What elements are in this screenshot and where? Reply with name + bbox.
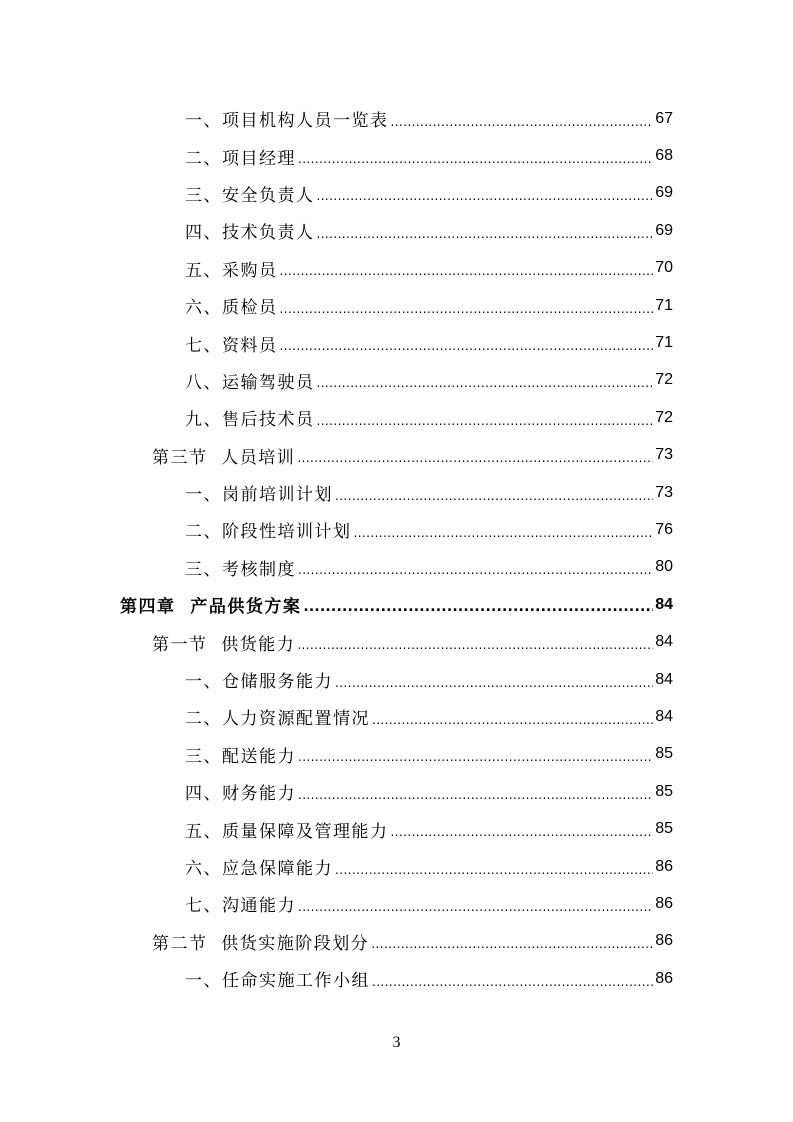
toc-entry-page: 84 xyxy=(655,707,673,725)
toc-dot-leader xyxy=(280,339,654,353)
toc-dot-leader xyxy=(335,863,653,877)
toc-entry-page: 80 xyxy=(655,558,673,576)
toc-entry-title: 七、资料员 xyxy=(185,335,278,356)
toc-entry-page: 85 xyxy=(655,820,673,838)
toc-dot-leader xyxy=(317,414,654,428)
toc-entry-title: 一、岗前培训计划 xyxy=(185,485,333,506)
toc-entry-title: 三、配送能力 xyxy=(185,746,296,767)
toc-entry-page: 84 xyxy=(655,595,673,613)
toc-dot-leader xyxy=(391,825,654,839)
toc-dot-leader xyxy=(371,937,653,951)
toc-entry-page: 84 xyxy=(655,633,673,651)
toc-entry[interactable] xyxy=(0,100,793,137)
toc-entry-title: 八、运输驾驶员 xyxy=(185,372,315,393)
toc-entry-title: 五、采购员 xyxy=(185,260,278,281)
toc-entry-title: 二、阶段性培训计划 xyxy=(185,522,352,543)
toc-dot-leader xyxy=(298,563,653,577)
toc-entry-title: 六、质检员 xyxy=(185,298,278,319)
toc-entry[interactable] xyxy=(0,810,793,847)
toc-dot-leader xyxy=(372,713,653,727)
toc-entry-title: 九、售后技术员 xyxy=(185,410,315,431)
toc-entry-page: 68 xyxy=(655,147,673,165)
toc-dot-leader xyxy=(372,975,653,989)
toc-entry-page: 72 xyxy=(655,371,673,389)
toc-entry-title: 三、安全负责人 xyxy=(185,185,315,206)
toc-entry[interactable] xyxy=(0,773,793,810)
toc-entry-page: 76 xyxy=(655,520,673,538)
toc-dot-leader xyxy=(298,152,653,166)
toc-dot-leader xyxy=(335,676,653,690)
toc-entry[interactable] xyxy=(0,511,793,548)
toc-entry-title: 一、仓储服务能力 xyxy=(185,672,333,693)
toc-entry-page: 67 xyxy=(655,109,673,127)
toc-dot-leader xyxy=(280,264,654,278)
toc-entry-page: 71 xyxy=(655,296,673,314)
toc-entry-title: 第一节 供货能力 xyxy=(152,634,296,655)
toc-entry-page: 69 xyxy=(655,221,673,239)
toc-entry[interactable] xyxy=(0,287,793,324)
toc-entry-page: 86 xyxy=(655,969,673,987)
toc-entry[interactable] xyxy=(0,175,793,212)
toc-dot-leader xyxy=(335,489,653,503)
toc-entry[interactable] xyxy=(0,399,793,436)
toc-entry[interactable] xyxy=(0,661,793,698)
toc-entry-page: 84 xyxy=(655,670,673,688)
toc-entry[interactable] xyxy=(0,960,793,997)
toc-entry-title: 四、财务能力 xyxy=(185,784,296,805)
toc-entry[interactable] xyxy=(0,885,793,922)
toc-entry[interactable] xyxy=(0,474,793,511)
toc-entry[interactable] xyxy=(0,848,793,885)
toc-dot-leader xyxy=(303,599,653,615)
page-number: 3 xyxy=(392,1034,401,1051)
toc-entry[interactable] xyxy=(0,549,793,586)
toc-entry[interactable] xyxy=(0,437,793,474)
toc-entry[interactable] xyxy=(0,212,793,249)
toc-dot-leader xyxy=(317,227,654,241)
toc-entry-page: 69 xyxy=(655,184,673,202)
toc-entry-title: 一、任命实施工作小组 xyxy=(185,971,370,992)
toc-entry[interactable] xyxy=(0,324,793,361)
toc-dot-leader xyxy=(297,638,653,652)
toc-entry-page: 70 xyxy=(655,259,673,277)
table-of-contents xyxy=(0,100,793,997)
toc-entry[interactable] xyxy=(0,698,793,735)
toc-entry-title: 一、项目机构人员一览表 xyxy=(185,111,389,132)
toc-entry-page: 73 xyxy=(655,446,673,464)
toc-entry[interactable] xyxy=(0,736,793,773)
toc-entry-title: 四、技术负责人 xyxy=(185,223,315,244)
toc-entry-title: 六、应急保障能力 xyxy=(185,859,333,879)
toc-entry-title: 第三节 人员培训 xyxy=(152,447,296,468)
toc-entry-title: 七、沟通能力 xyxy=(185,896,296,917)
toc-entry-page: 85 xyxy=(655,745,673,763)
toc-entry-title: 二、项目经理 xyxy=(185,148,296,169)
toc-dot-leader xyxy=(354,526,654,540)
toc-entry[interactable] xyxy=(0,362,793,399)
toc-entry-page: 85 xyxy=(655,782,673,800)
toc-entry-page: 86 xyxy=(655,932,673,950)
toc-dot-leader xyxy=(297,451,653,465)
toc-dot-leader xyxy=(280,302,654,316)
toc-entry[interactable] xyxy=(0,923,793,960)
toc-dot-leader xyxy=(317,376,654,390)
toc-entry-page: 71 xyxy=(655,334,673,352)
toc-entry[interactable] xyxy=(0,623,793,660)
toc-entry-page: 86 xyxy=(655,894,673,912)
toc-dot-leader xyxy=(298,750,653,764)
toc-dot-leader xyxy=(298,900,653,914)
toc-entry-title: 三、考核制度 xyxy=(185,559,296,580)
toc-dot-leader xyxy=(391,115,654,129)
toc-dot-leader xyxy=(298,788,653,802)
toc-entry-title: 五、质量保障及管理能力 xyxy=(185,821,389,842)
toc-entry-page: 72 xyxy=(655,408,673,426)
toc-entry-title: 二、人力资源配置情况 xyxy=(185,709,370,730)
toc-entry-title: 第四章 产品供货方案 xyxy=(120,597,302,618)
toc-entry[interactable] xyxy=(0,250,793,287)
toc-entry-title: 第二节 供货实施阶段划分 xyxy=(152,933,370,954)
toc-entry-page: 86 xyxy=(655,857,673,875)
toc-entry-page: 73 xyxy=(655,483,673,501)
toc-entry[interactable] xyxy=(0,137,793,174)
toc-dot-leader xyxy=(317,189,654,203)
toc-entry[interactable] xyxy=(0,586,793,623)
